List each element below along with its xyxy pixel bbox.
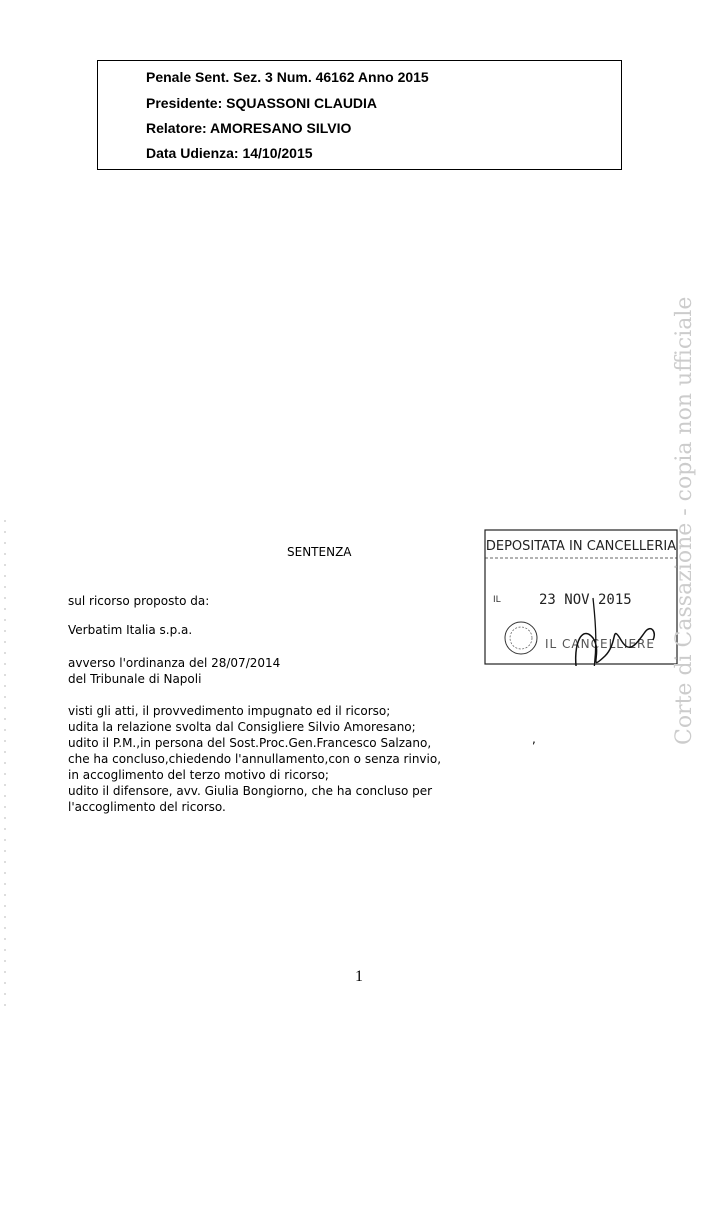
paragraph-line: in accoglimento del terzo motivo di ricorso; [68,768,329,782]
paragraph-line: l'accoglimento del ricorso. [68,800,226,814]
paragraph-line: udito il P.M.,in persona del Sost.Proc.Gen.Francesco Salzano, [68,736,432,750]
paragraph-line: udita la relazione svolta dal Consigliere Silvio Amoresano; [68,720,416,734]
filing-stamp [483,528,679,666]
watermark-container [672,296,704,1205]
stamp-heading: DEPOSITATA IN CANCELLERIA [485,539,677,554]
document-title: SENTENZA [287,545,352,559]
tribunal-line: del Tribunale di Napoli [68,672,202,686]
page-number: 1 [355,968,363,985]
ricorso-intro: sul ricorso proposto da: [68,594,210,608]
ordinance-line: avverso l'ordinanza del 28/07/2014 [68,656,281,670]
stamp-prefix: IL [493,595,501,605]
paragraph-line: udito il difensore, avv. Giulia Bongiorno, che ha concluso per [68,784,433,798]
paragraph-line: che ha concluso,chiedendo l'annullamento,con o senza rinvio, [68,752,442,766]
stamp-seal-inner [510,627,532,649]
sentence-reference: Penale Sent. Sez. 3 Num. 46162 Anno 2015 [146,69,429,85]
hearing-date: Data Udienza: 14/10/2015 [146,145,313,161]
header-box [97,60,622,170]
appellant-name: Verbatim Italia s.p.a. [68,623,193,637]
stray-mark: , [532,732,536,746]
paragraph-line: visti gli atti, il provvedimento impugnato ed il ricorso; [68,704,391,718]
scan-margin-marks [3,520,7,1010]
rapporteur: Relatore: AMORESANO SILVIO [146,120,352,136]
watermark: Corte di Cassazione - copia non ufficiale [672,296,697,745]
stamp-date: 23 NOV 2015 [539,592,632,608]
president: Presidente: SQUASSONI CLAUDIA [146,95,378,111]
signature-stroke [591,598,596,666]
stamp-role: IL CANCELLIERE [545,637,655,651]
